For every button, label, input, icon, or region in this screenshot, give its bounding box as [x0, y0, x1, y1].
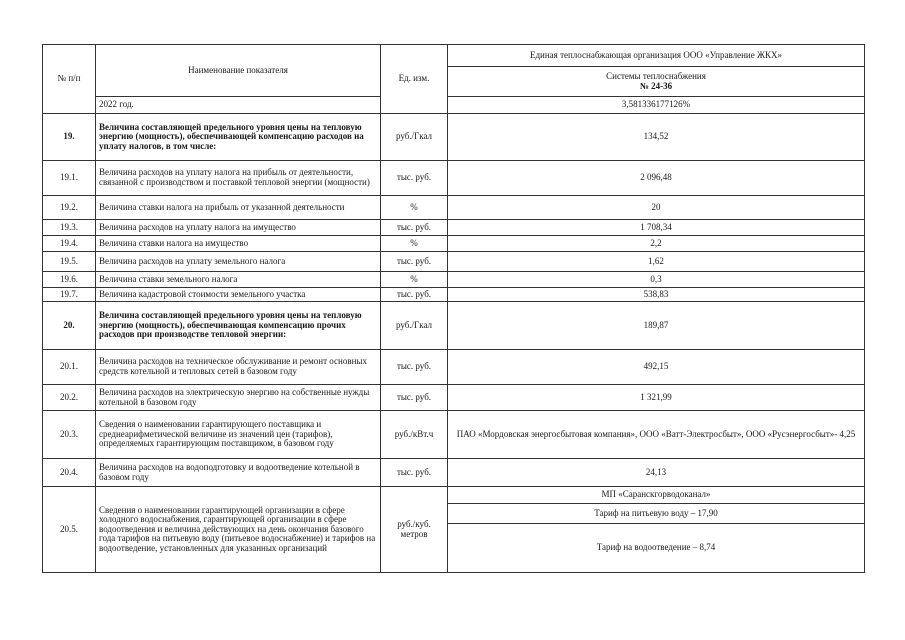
row-name: Величина составляющей предельного уровня цены на тепловую энергию (мощность), обеспечивающей компенсацию расходов на уплату налогов, в том числе: — [96, 114, 381, 161]
header-system-label: Системы теплоснабжения — [606, 70, 706, 81]
row-unit: тыс. руб. — [381, 161, 448, 196]
row-num: 19.6. — [43, 272, 96, 288]
header-system-number: № 24-36 — [639, 80, 673, 91]
table-row — [43, 350, 865, 385]
row-name: Сведения о наименовании гарантирующей организации в сфере холодного водоснабжения, гарантирующей организации в сфере водоотведения и величина действующих на день окончания базового года тарифов на питьевую воду (питьевое водоснабжение) и тарифов на водоотведение, установленных для указанных организаций — [96, 487, 381, 573]
row-name: Величина ставки налога на имущество — [96, 236, 381, 252]
row-2022-name: 2022 год. — [96, 97, 381, 114]
row-value: 2 096,48 — [448, 161, 865, 196]
row-unit: тыс. руб. — [381, 385, 448, 411]
row-name: Сведения о наименовании гарантирующего поставщика и среднеарифметической величине из значений цен (тарифов), определяемых гарантирующим поставщиком, в базовом году — [96, 411, 381, 459]
table-row — [43, 411, 865, 459]
row-num: 20.1. — [43, 350, 96, 385]
table-row — [43, 161, 865, 196]
row-unit: % — [381, 272, 448, 288]
row-name: Величина расходов на уплату земельного налога — [96, 252, 381, 272]
row-name: Величина составляющей предельного уровня цены на тепловую энергию (мощность), обеспечивающая компенсацию прочих расходов при производстве тепловой энергии: — [96, 302, 381, 350]
row-value: 20 — [448, 196, 865, 220]
header-system — [448, 67, 865, 97]
row-value: 1 708,34 — [448, 220, 865, 236]
row-value: 492,15 — [448, 350, 865, 385]
row-value: 1 321,99 — [448, 385, 865, 411]
row-num: 20.2. — [43, 385, 96, 411]
header-org: Единая теплоснабжающая организация ООО «Управление ЖКХ» — [448, 45, 865, 67]
table-row — [43, 459, 865, 487]
row-name: Величина расходов на электрическую энергию на собственные нужды котельной в базовом году — [96, 385, 381, 411]
row-num: 20.5. — [43, 487, 96, 573]
table-row — [43, 252, 865, 272]
row-value: 0,3 — [448, 272, 865, 288]
table-row — [43, 220, 865, 236]
row-num: 19.2. — [43, 196, 96, 220]
row-value: 189,87 — [448, 302, 865, 350]
row-unit: руб./Гкал — [381, 114, 448, 161]
row-num: 19.4. — [43, 236, 96, 252]
row-name: Величина кадастровой стоимости земельного участка — [96, 288, 381, 302]
row-name: Величина ставки земельного налога — [96, 272, 381, 288]
row-name: Величина расходов на уплату налога на имущество — [96, 220, 381, 236]
tariff-water: Тариф на питьевую воду – 17,90 — [448, 504, 865, 524]
row-num: 20.4. — [43, 459, 96, 487]
row-unit: тыс. руб. — [381, 459, 448, 487]
row-name: Величина расходов на уплату налога на прибыль от деятельности, связанной с производством и поставкой тепловой энергии (мощности) — [96, 161, 381, 196]
row-unit: руб./куб. метров — [381, 487, 448, 573]
table-row — [43, 302, 865, 350]
row-unit: руб./кВт.ч — [381, 411, 448, 459]
row-num: 19.5. — [43, 252, 96, 272]
row-unit: % — [381, 196, 448, 220]
tariff-table — [42, 44, 865, 573]
header-name: Наименование показателя — [96, 45, 381, 97]
row-unit: тыс. руб. — [381, 220, 448, 236]
row-unit: тыс. руб. — [381, 350, 448, 385]
row-value: 538,83 — [448, 288, 865, 302]
row-2022-value: 3,581336177126% — [448, 97, 865, 114]
row-name: Величина расходов на техническое обслуживание и ремонт основных средств котельной и тепловых сетей в базовом году — [96, 350, 381, 385]
row-num: 19.7. — [43, 288, 96, 302]
row-value: 2,2 — [448, 236, 865, 252]
row-value: 1,62 — [448, 252, 865, 272]
row-unit: руб./Гкал — [381, 302, 448, 350]
header-unit: Ед. изм. — [381, 45, 448, 114]
table-row — [43, 196, 865, 220]
header-num: № п/п — [43, 45, 96, 114]
table-row — [43, 487, 865, 504]
table-row — [43, 114, 865, 161]
table-row — [43, 236, 865, 252]
row-value: ПАО «Мордовская энергосбытовая компания», ООО «Ватт-Электросбыт», ООО «Русэнергосбыт»- 4,25 — [448, 411, 865, 459]
row-num: 19.3. — [43, 220, 96, 236]
row-value: 134,52 — [448, 114, 865, 161]
row-num: 19. — [43, 114, 96, 161]
table-row — [43, 385, 865, 411]
water-org: МП «Саранскгорводоканал» — [448, 487, 865, 504]
row-num: 19.1. — [43, 161, 96, 196]
row-name: Величина расходов на водоподготовку и водоотведение котельной в базовом году — [96, 459, 381, 487]
row-unit: тыс. руб. — [381, 252, 448, 272]
table-row — [43, 288, 865, 302]
row-num: 20. — [43, 302, 96, 350]
table-row — [43, 272, 865, 288]
row-unit: тыс. руб. — [381, 288, 448, 302]
row-name: Величина ставки налога на прибыль от указанной деятельности — [96, 196, 381, 220]
row-unit: % — [381, 236, 448, 252]
row-value: 24,13 — [448, 459, 865, 487]
tariff-sewage: Тариф на водоотведение – 8,74 — [448, 524, 865, 573]
row-num: 20.3. — [43, 411, 96, 459]
